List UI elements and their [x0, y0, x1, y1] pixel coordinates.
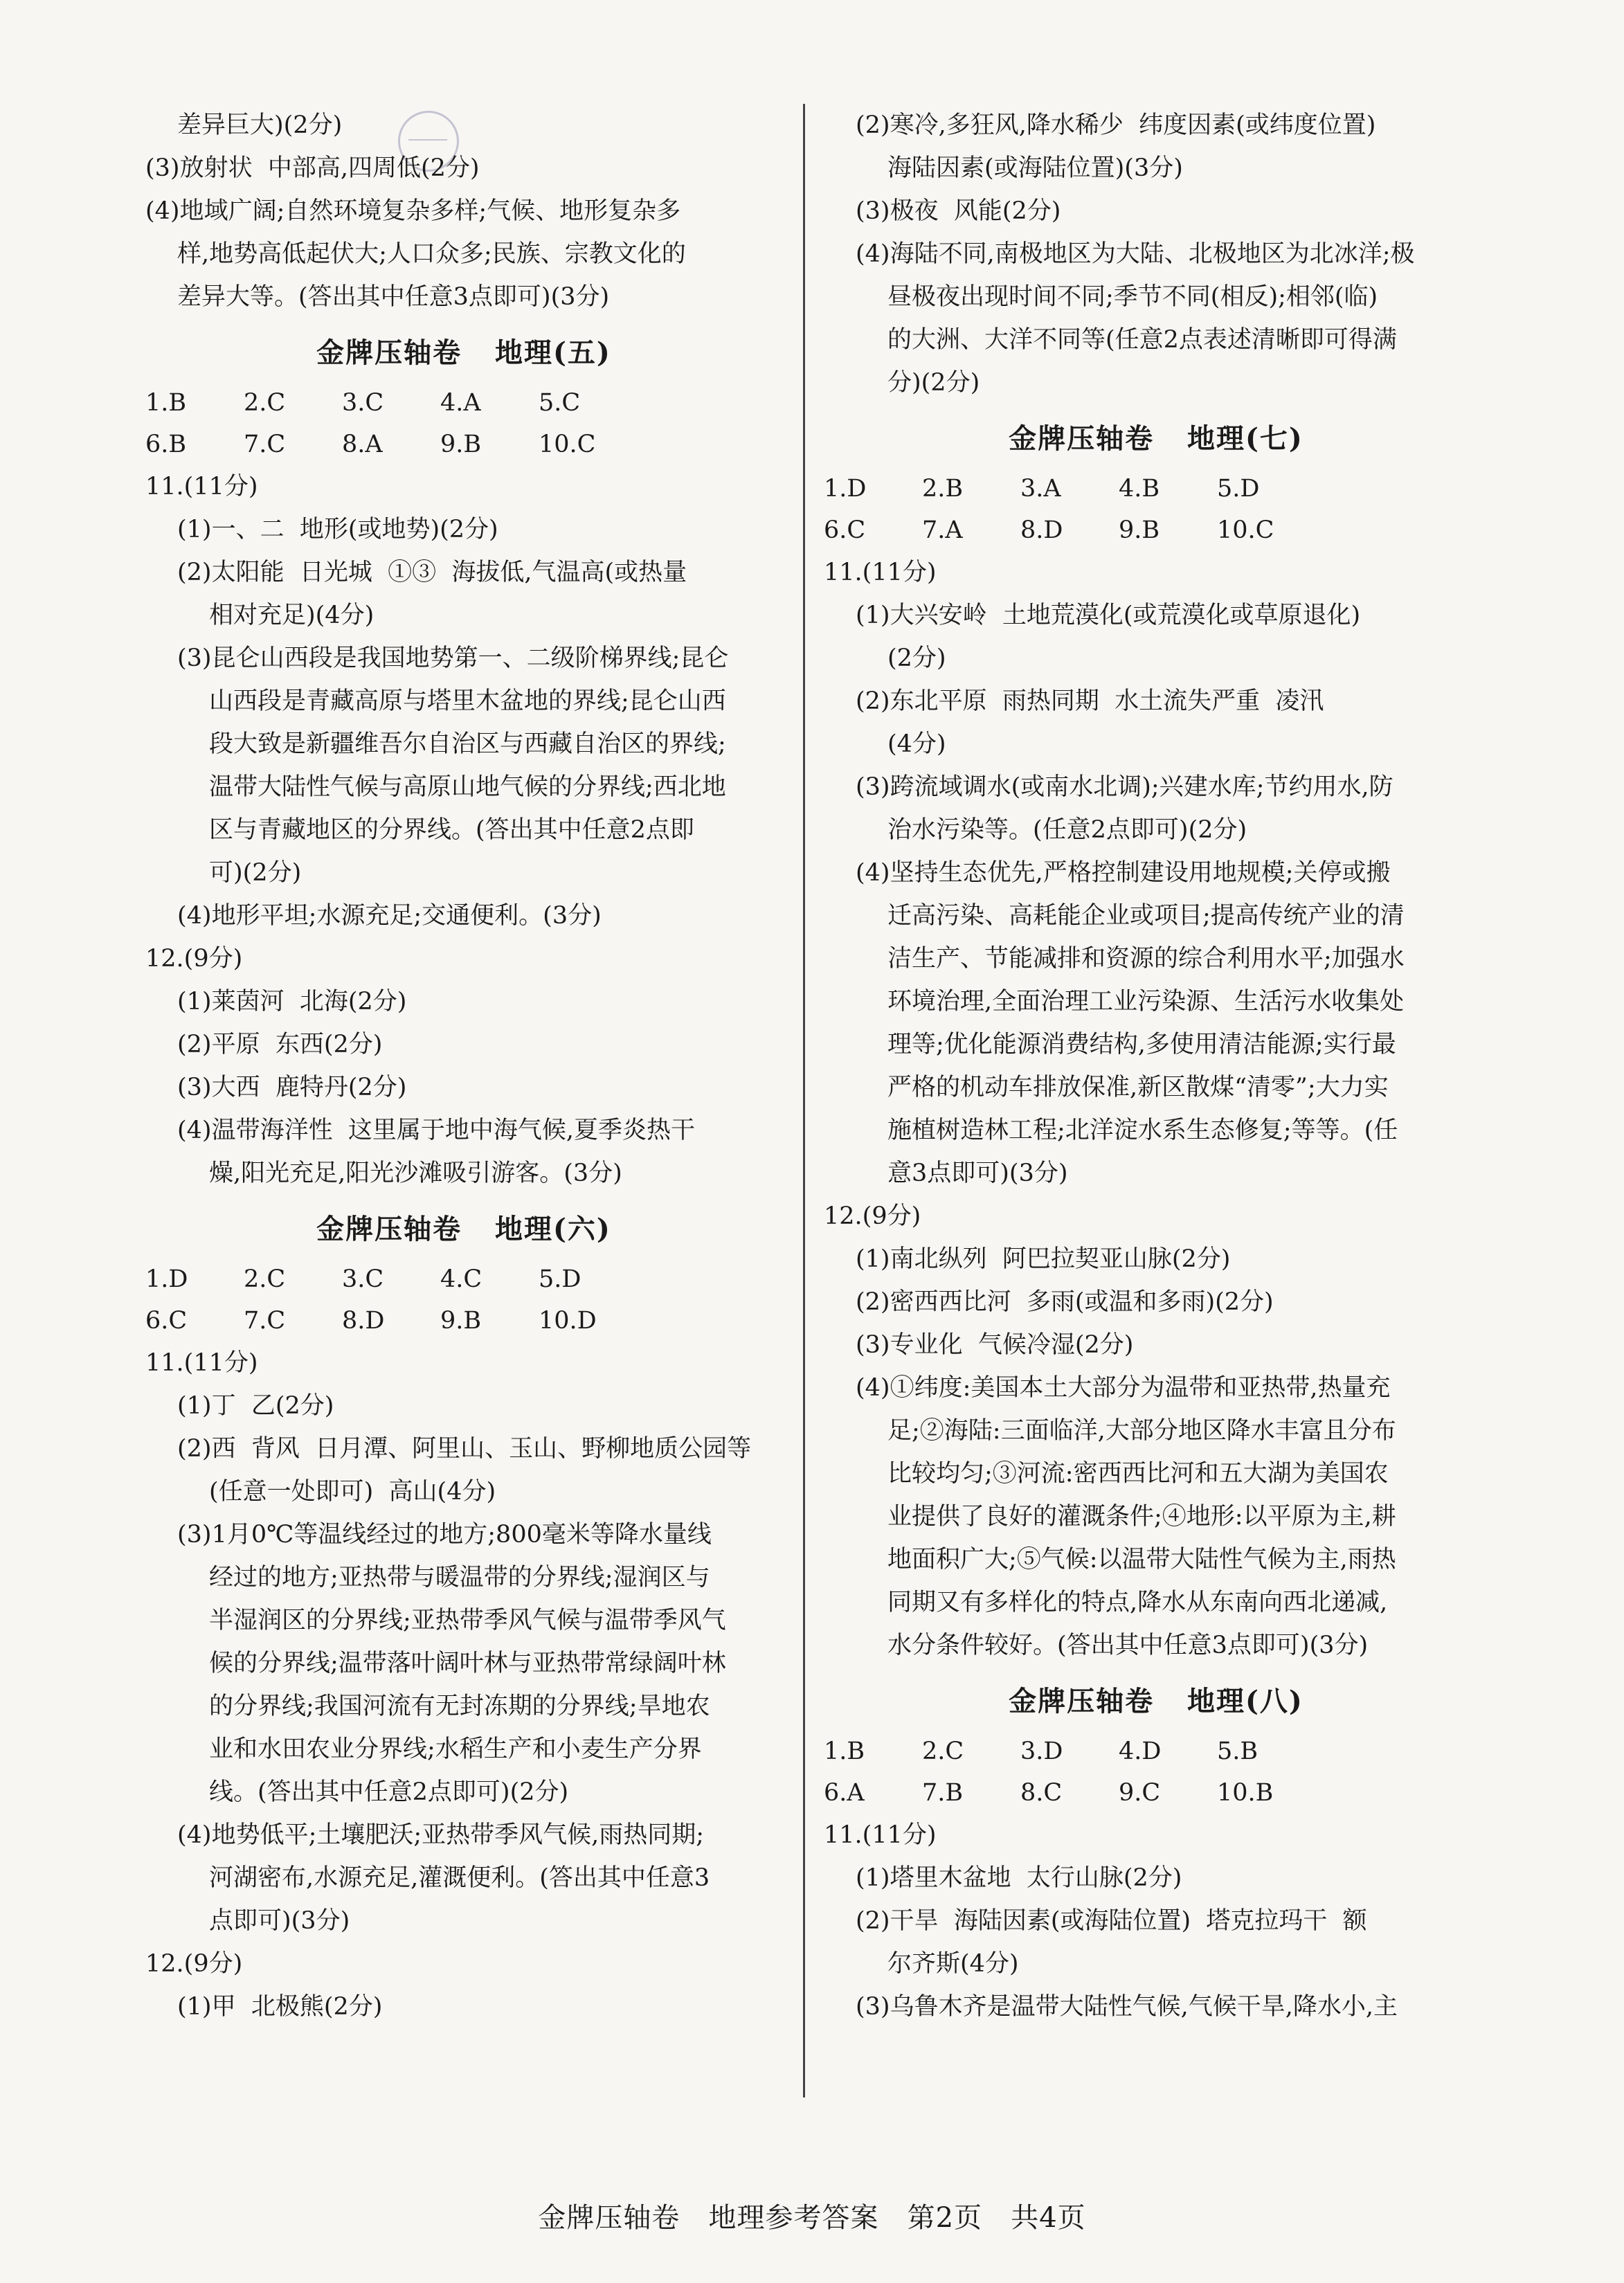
- answer-line: 候的分界线;温带落叶阔叶林与亚热带常绿阔叶林: [209, 1650, 726, 1677]
- answer-line: (1)塔里木盆地 太行山脉(2分): [856, 1864, 1182, 1892]
- section-title-7: 金牌压轴卷 地理(七): [1009, 422, 1303, 455]
- answer-line: (2)干旱 海陆因素(或海陆位置) 塔克拉玛干 额: [856, 1907, 1367, 1935]
- answer-line: 环境治理,全面治理工业污染源、生活污水收集处: [887, 988, 1405, 1016]
- mc-answer: 7.B: [922, 1779, 964, 1807]
- answer-line: 河湖密布,水源充足,灌溉便利。(答出其中任意3: [209, 1864, 710, 1892]
- answer-line: 相对充足)(4分): [209, 602, 375, 629]
- question-header: 11.(11分): [824, 1821, 937, 1849]
- mc-answers-row: [824, 1772, 1488, 1814]
- answer-line: (2)密西西比河 多雨(或温和多雨)(2分): [856, 1288, 1274, 1316]
- mc-answers-row: [145, 1258, 782, 1300]
- answer-line: 业提供了良好的灌溉条件;④地形:以平原为主,耕: [887, 1503, 1396, 1531]
- answer-line: (1)南北纵列 阿巴拉契亚山脉(2分): [856, 1245, 1231, 1273]
- mc-answer: 10.B: [1217, 1779, 1274, 1807]
- answer-line: 足;②海陆:三面临洋,大部分地区降水丰富且分布: [887, 1417, 1396, 1445]
- answer-line: (1)丁 乙(2分): [177, 1392, 334, 1420]
- answer-line: (1)甲 北极熊(2分): [177, 1993, 383, 2021]
- mc-answer: 5.D: [1217, 475, 1260, 503]
- answer-line: 点即可)(3分): [209, 1907, 350, 1935]
- mc-answers-row: [145, 382, 782, 424]
- mc-answer: 6.A: [824, 1779, 865, 1807]
- section-title-5: 金牌压轴卷 地理(五): [316, 336, 611, 369]
- mc-answer: 2.C: [244, 389, 286, 417]
- answer-line: 样,地势高低起伏大;人口众多;民族、宗教文化的: [177, 240, 686, 268]
- answer-line: (2)平原 东西(2分): [177, 1031, 383, 1058]
- answer-line: (4)地域广阔;自然环境复杂多样;气候、地形复杂多: [145, 197, 681, 225]
- answer-line: 段大致是新疆维吾尔自治区与西藏自治区的界线;: [209, 730, 726, 758]
- mc-answers-row: [145, 1300, 782, 1342]
- mc-answer: 5.B: [1217, 1738, 1258, 1765]
- mc-answer: 2.C: [922, 1738, 964, 1765]
- mc-answer: 3.C: [342, 389, 384, 417]
- answer-line: (2)西 背风 日月潭、阿里山、玉山、野柳地质公园等: [177, 1435, 752, 1463]
- page-footer: 金牌压轴卷 地理参考答案 第2页 共4页: [538, 2202, 1086, 2234]
- answer-line: (3)1月0℃等温线经过的地方;800毫米等降水量线: [177, 1521, 712, 1549]
- answer-line: (2)太阳能 日光城 ①③ 海拔低,气温高(或热量: [177, 559, 687, 586]
- answer-line: 理等;优化能源消费结构,多使用清洁能源;实行最: [887, 1031, 1396, 1058]
- mc-answer: 1.B: [824, 1738, 865, 1765]
- mc-answers-row: [824, 468, 1488, 509]
- answer-line: (4)坚持生态优先,严格控制建设用地规模;关停或搬: [856, 859, 1391, 887]
- answer-line: (1)一、二 地形(或地势)(2分): [177, 516, 498, 543]
- answer-line: 燥,阳光充足,阳光沙滩吸引游客。(3分): [209, 1159, 622, 1187]
- mc-answer: 6.C: [824, 516, 866, 544]
- question-header: 12.(9分): [824, 1202, 921, 1230]
- answer-line: 洁生产、节能减排和资源的综合利用水平;加强水: [887, 945, 1405, 973]
- answer-line: (4)①纬度:美国本土大部分为温带和亚热带,热量充: [856, 1374, 1391, 1402]
- answer-line: (4分): [887, 730, 946, 758]
- answer-line: 地面积广大;⑤气候:以温带大陆性气候为主,雨热: [887, 1546, 1396, 1573]
- answer-line: (3)极夜 风能(2分): [856, 197, 1061, 225]
- answer-line: (任意一处即可) 高山(4分): [209, 1478, 496, 1506]
- answer-line: 迁高污染、高耗能企业或项目;提高传统产业的清: [887, 902, 1405, 930]
- answer-line: 线。(答出其中任意2点即可)(2分): [209, 1778, 569, 1806]
- answer-line: 施植树造林工程;北洋淀水系生态修复;等等。(任: [887, 1117, 1398, 1144]
- answer-line: (2分): [887, 644, 946, 672]
- answer-line: 同期又有多样化的特点,降水从东南向西北递减,: [887, 1589, 1388, 1616]
- column-divider: [803, 104, 805, 2097]
- mc-answer: 4.C: [440, 1265, 482, 1293]
- answer-line: 海陆因素(或海陆位置)(3分): [887, 154, 1183, 182]
- mc-answer: 10.C: [1217, 516, 1274, 544]
- answer-line: (1)莱茵河 北海(2分): [177, 988, 407, 1016]
- mc-answers-row: [824, 1731, 1488, 1772]
- mc-answer: 7.C: [244, 431, 286, 458]
- answer-line: 的分界线;我国河流有无封冻期的分界线;旱地农: [209, 1693, 710, 1720]
- answer-line: 比较均匀;③河流:密西西比河和五大湖为美国农: [887, 1460, 1389, 1488]
- mc-answer: 3.A: [1020, 475, 1061, 503]
- mc-answer: 6.B: [145, 431, 187, 458]
- right-column: [824, 104, 1488, 2028]
- answer-line: (3)专业化 气候冷湿(2分): [856, 1331, 1134, 1359]
- mc-answers-row: [824, 509, 1488, 551]
- mc-answer: 7.C: [244, 1307, 286, 1335]
- mc-answers-row: [145, 424, 782, 465]
- mc-answer: 8.D: [1020, 516, 1063, 544]
- section-title-8: 金牌压轴卷 地理(八): [1009, 1685, 1303, 1717]
- mc-answer: 2.B: [922, 475, 964, 503]
- answer-line: 经过的地方;亚热带与暖温带的分界线;湿润区与: [209, 1564, 710, 1591]
- answer-line: (4)温带海洋性 这里属于地中海气候,夏季炎热干: [177, 1117, 695, 1144]
- answer-line: 分)(2分): [887, 369, 980, 397]
- answer-line: (3)跨流域调水(或南水北调);兴建水库;节约用水,防: [856, 773, 1393, 801]
- mc-answer: 2.C: [244, 1265, 286, 1293]
- mc-answer: 5.D: [539, 1265, 581, 1293]
- answer-line: (3)大西 鹿特丹(2分): [177, 1074, 407, 1101]
- answer-line: 可)(2分): [209, 859, 302, 887]
- answer-line: 区与青藏地区的分界线。(答出其中任意2点即: [209, 816, 694, 844]
- answer-line: 尔齐斯(4分): [887, 1950, 1019, 1978]
- answer-line: 水分条件较好。(答出其中任意3点即可)(3分): [887, 1632, 1369, 1659]
- answer-line: (3)乌鲁木齐是温带大陆性气候,气候干旱,降水小,主: [856, 1993, 1398, 2021]
- mc-answer: 6.C: [145, 1307, 188, 1335]
- mc-answer: 8.D: [342, 1307, 385, 1335]
- mc-answer: 9.C: [1119, 1779, 1161, 1807]
- mc-answer: 4.A: [440, 389, 481, 417]
- answer-line: (2)东北平原 雨热同期 水土流失严重 凌汛: [856, 687, 1324, 715]
- mc-answer: 10.C: [539, 431, 596, 458]
- answer-line: 山西段是青藏高原与塔里木盆地的界线;昆仑山西: [209, 687, 726, 715]
- answer-line: 温带大陆性气候与高原山地气候的分界线;西北地: [209, 773, 726, 801]
- answer-line: 的大洲、大洋不同等(任意2点表述清晰即可得满: [887, 326, 1397, 354]
- answer-line: 业和水田农业分界线;水稻生产和小麦生产分界: [209, 1735, 702, 1763]
- mc-answer: 1.D: [145, 1265, 188, 1293]
- answer-line: (4)海陆不同,南极地区为大陆、北极地区为北冰洋;极: [856, 240, 1415, 268]
- answer-line: 半湿润区的分界线;亚热带季风气候与温带季风气: [209, 1607, 726, 1634]
- mc-answer: 4.B: [1119, 475, 1160, 503]
- mc-answer: 3.C: [342, 1265, 384, 1293]
- answer-line: 严格的机动车排放保准,新区散煤“清零”;大力实: [887, 1074, 1389, 1101]
- answer-line: 治水污染等。(任意2点即可)(2分): [887, 816, 1247, 844]
- question-header: 11.(11分): [145, 473, 258, 500]
- mc-answer: 8.A: [342, 431, 383, 458]
- left-column: [145, 104, 782, 2028]
- mc-answer: 10.D: [539, 1307, 597, 1335]
- answer-line: (4)地势低平;土壤肥沃;亚热带季风气候,雨热同期;: [177, 1821, 705, 1849]
- section-title-6: 金牌压轴卷 地理(六): [316, 1213, 611, 1245]
- question-header: 11.(11分): [824, 559, 937, 586]
- question-header: 12.(9分): [145, 945, 243, 973]
- answer-line: (1)大兴安岭 土地荒漠化(或荒漠化或草原退化): [856, 602, 1361, 629]
- mc-answer: 3.D: [1020, 1738, 1063, 1765]
- mc-answer: 1.B: [145, 389, 187, 417]
- mc-answer: 9.B: [440, 1307, 482, 1335]
- mc-answer: 9.B: [1119, 516, 1160, 544]
- mc-answer: 4.D: [1119, 1738, 1162, 1765]
- answer-line: 昼极夜出现时间不同;季节不同(相反);相邻(临): [887, 283, 1378, 311]
- mc-answer: 1.D: [824, 475, 867, 503]
- answer-line: (3)放射状 中部高,四周低(2分): [145, 154, 480, 182]
- question-header: 12.(9分): [145, 1950, 243, 1978]
- answer-line: 意3点即可)(3分): [887, 1159, 1068, 1187]
- question-header: 11.(11分): [145, 1349, 258, 1377]
- answer-line: 差异大等。(答出其中任意3点即可)(3分): [177, 283, 610, 311]
- answer-line: (4)地形平坦;水源充足;交通便利。(3分): [177, 902, 602, 930]
- mc-answer: 5.C: [539, 389, 581, 417]
- mc-answer: 8.C: [1020, 1779, 1063, 1807]
- answer-line: (3)昆仑山西段是我国地势第一、二级阶梯界线;昆仑: [177, 644, 729, 672]
- answer-line: 差异巨大)(2分): [177, 111, 343, 139]
- answer-line: (2)寒冷,多狂风,降水稀少 纬度因素(或纬度位置): [856, 111, 1376, 139]
- mc-answer: 9.B: [440, 431, 482, 458]
- mc-answer: 7.A: [922, 516, 963, 544]
